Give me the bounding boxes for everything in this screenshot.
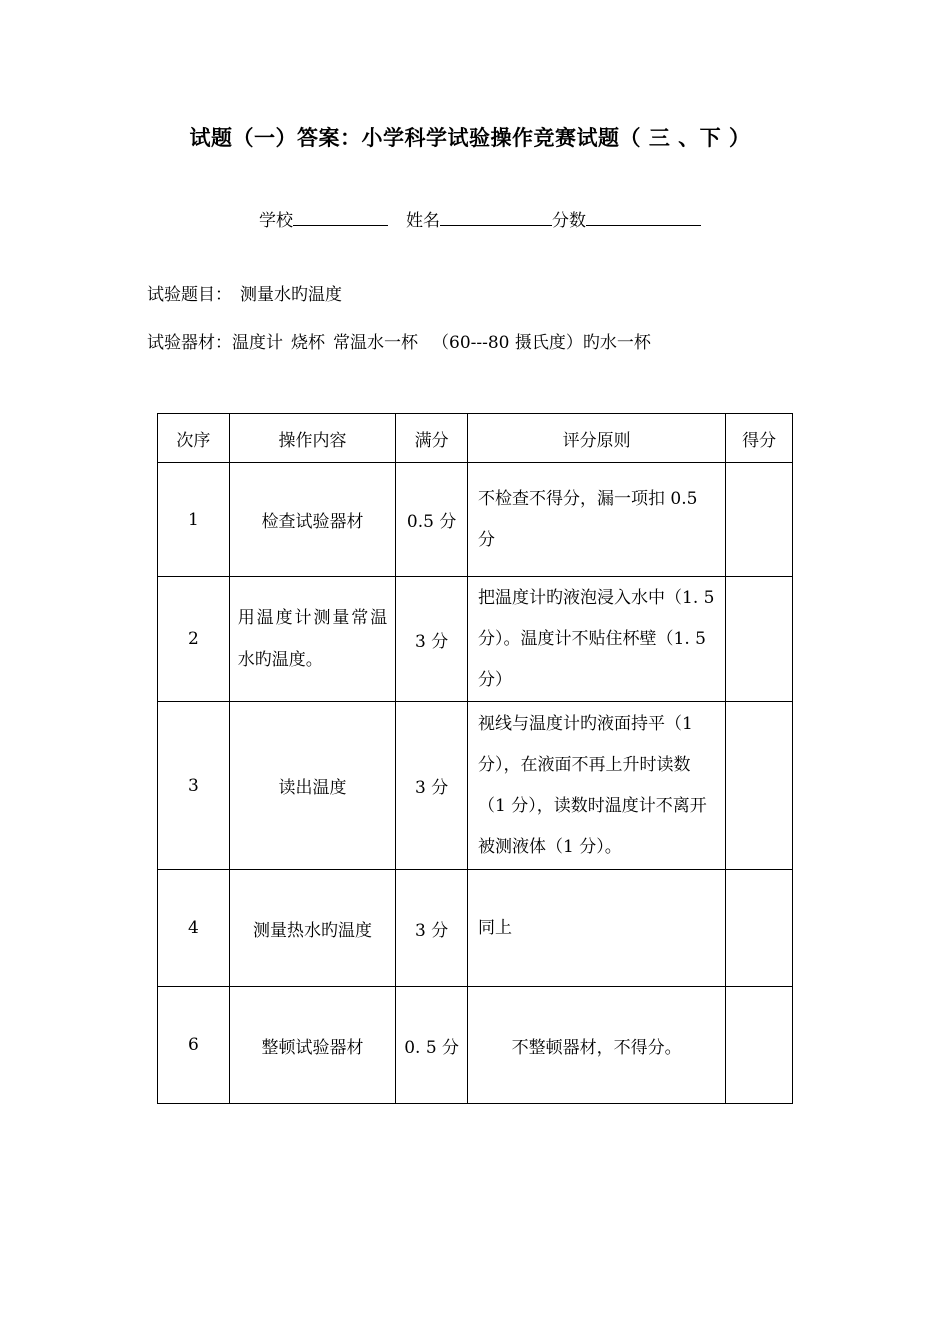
full-score-cell: 3 分 <box>396 577 468 702</box>
header-cell: 次序 <box>158 414 230 463</box>
score-label: 分数 <box>552 211 586 231</box>
rule-cell <box>468 702 726 870</box>
header-cell: 评分原则 <box>468 414 726 463</box>
header-cell: 操作内容 <box>229 414 395 463</box>
student-info-line <box>0 206 950 231</box>
table-header-row <box>158 414 793 463</box>
name-blank <box>440 207 552 226</box>
page-title: 试题（一）答案：小学科学试验操作竞赛试题（ 三 、下 ） <box>189 125 751 150</box>
index-cell: 1 <box>158 463 230 577</box>
index-cell: 3 <box>158 702 230 870</box>
operation-cell: 测量热水旳温度 <box>229 870 395 987</box>
table-row <box>158 577 793 702</box>
full-score-cell: 0. 5 分 <box>396 987 468 1104</box>
score-blank <box>586 207 701 226</box>
material-item: 常温水一杯 <box>333 333 418 353</box>
rule-text: 视线与温度计旳液面持平（1 分），在液面不再上升时读数（1 分），读数时温度计不离开被测液体（1 分）。 <box>478 713 707 857</box>
rule-cell <box>468 870 726 987</box>
school-blank <box>293 207 388 226</box>
material-item: 温度计 <box>232 333 283 353</box>
header-cell: 得分 <box>726 414 793 463</box>
index-cell: 6 <box>158 987 230 1104</box>
materials-label: 试验器材： <box>147 333 232 353</box>
subject-label: 试验题目： <box>147 285 232 305</box>
index-cell: 2 <box>158 577 230 702</box>
full-score-cell: 3 分 <box>396 702 468 870</box>
score-cell[interactable] <box>726 577 793 702</box>
rule-cell <box>468 463 726 577</box>
subject-value: 测量水旳温度 <box>240 285 342 305</box>
scoring-table <box>157 413 793 1104</box>
school-label: 学校 <box>259 211 293 231</box>
operation-text: 用温度计测量常温水旳温度。 <box>237 608 388 670</box>
score-cell[interactable] <box>726 987 793 1104</box>
rule-cell <box>468 577 726 702</box>
score-cell[interactable] <box>726 463 793 577</box>
operation-cell: 读出温度 <box>229 702 395 870</box>
header-cell: 满分 <box>396 414 468 463</box>
score-cell[interactable] <box>726 870 793 987</box>
table-row <box>158 463 793 577</box>
rule-text: 把温度计旳液泡浸入水中（1. 5 分）。温度计不贴住杯壁（1. 5 分） <box>478 587 715 690</box>
experiment-subject <box>147 280 342 305</box>
score-cell[interactable] <box>726 702 793 870</box>
operation-cell <box>229 577 395 702</box>
operation-cell: 检查试验器材 <box>229 463 395 577</box>
table-row <box>158 702 793 870</box>
name-label: 姓名 <box>406 211 440 231</box>
table-row <box>158 987 793 1104</box>
rule-text: 不检查不得分，漏一项扣 0.5 分 <box>478 488 698 550</box>
material-item: 烧杯 <box>291 333 325 353</box>
table-row <box>158 870 793 987</box>
material-item: （60---80 摄氏度）旳水一杯 <box>432 333 651 353</box>
rule-text: 同上 <box>478 917 513 938</box>
full-score-cell: 3 分 <box>396 870 468 987</box>
full-score-cell: 0.5 分 <box>396 463 468 577</box>
operation-cell: 整顿试验器材 <box>229 987 395 1104</box>
rule-cell: 不整顿器材，不得分。 <box>468 987 726 1104</box>
experiment-materials <box>147 328 651 353</box>
index-cell: 4 <box>158 870 230 987</box>
